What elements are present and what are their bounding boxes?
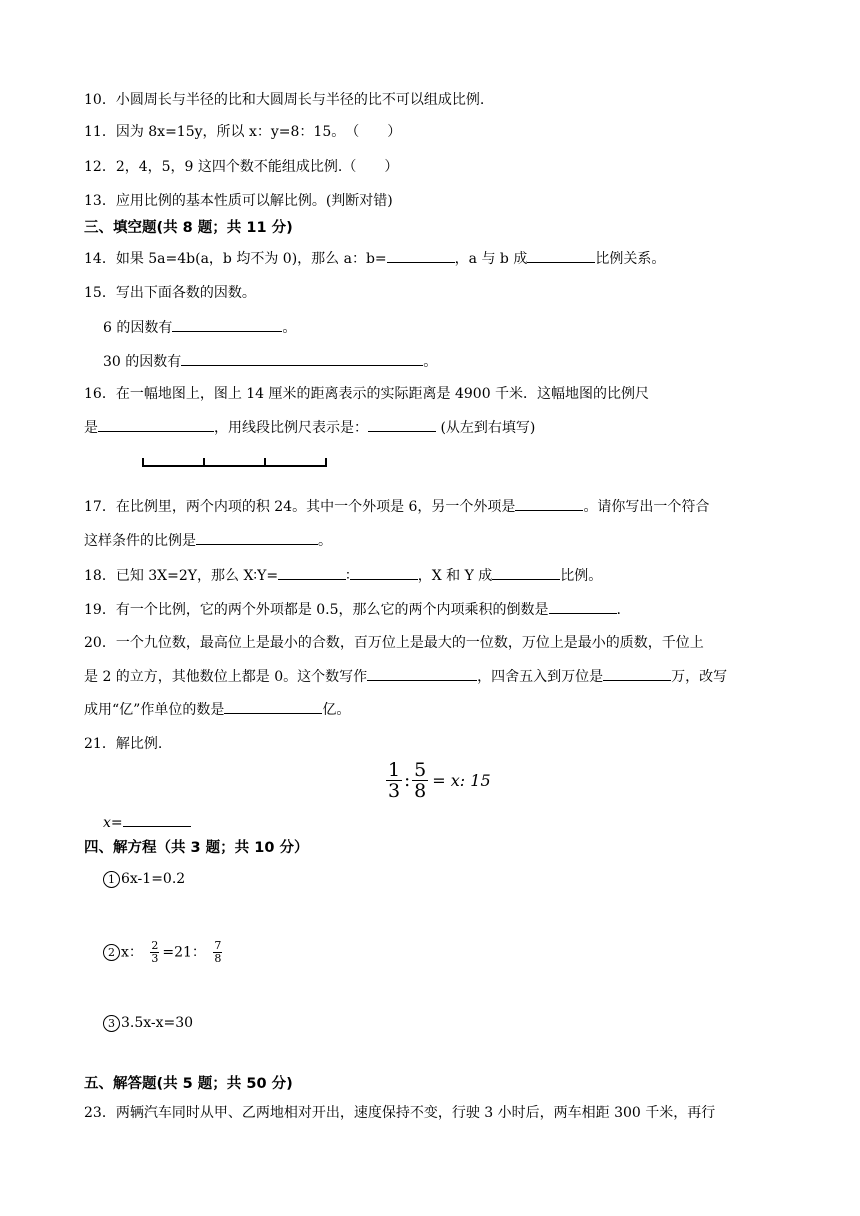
question-16-line-1: 16．在一幅地图上，图上 14 厘米的距离表示的实际距离是 4900 千米．这幅地图的比例尺 <box>84 386 650 402</box>
fraction: $\frac{7}{8}$ <box>214 939 222 965</box>
answer-blank[interactable] <box>181 351 423 366</box>
line-scale-bar <box>142 455 328 469</box>
section-4-heading: 四、解方程（共 3 题；共 10 分） <box>84 840 309 856</box>
question-14: 14．如果 5a=4b(a，b 均不为 0)，那么 a：b= ，a 与 b 成 比例关系。 <box>84 248 665 269</box>
circled-number: 2 <box>103 944 120 961</box>
question-20-line-1: 20．一个九位数，最高位上是最小的合数，百万位上是最大的一位数，万位上是最小的质数，千位上 <box>84 635 704 651</box>
question-16-line-2: 是 ，用线段比例尺表示是： (从左到右填写) <box>84 417 535 438</box>
equation-2: 2 x： $\frac{2}{3}$ =21： $\frac{7}{8}$ <box>103 940 225 965</box>
equation-3: 3 3.5x-x=30 <box>103 1013 193 1033</box>
question-15-line-1: 6 的因数有 。 <box>103 317 296 338</box>
answer-blank[interactable] <box>387 248 455 263</box>
proportion-expression: 1 3 : $\frac{5}{8}$ = x: 15 <box>388 759 491 802</box>
answer-blank[interactable] <box>278 565 346 580</box>
equation-1: 1 6x-1=0.2 <box>103 869 185 889</box>
question-10: 10．小圆周长与半径的比和大圆周长与半径的比不可以组成比例. <box>84 92 485 108</box>
circled-number: 3 <box>103 1015 120 1032</box>
question-18: 18．已知 3X=2Y，那么 X∶Y= ∶ ，X 和 Y 成 比例。 <box>84 565 602 586</box>
fraction: $\frac{2}{3}$ <box>151 939 159 965</box>
answer-blank[interactable] <box>196 530 318 545</box>
question-23: 23．两辆汽车同时从甲、乙两地相对开出，速度保持不变，行驶 3 小时后，两车相距 300 千米，再行 <box>84 1105 716 1121</box>
section-5-heading: 五、解答题(共 5 题；共 50 分) <box>84 1076 293 1092</box>
question-17-line-2: 这样条件的比例是 。 <box>84 530 332 551</box>
question-19: 19．有一个比例，它的两个外项都是 0.5，那么它的两个内项乘积的倒数是 . <box>84 599 621 620</box>
answer-blank[interactable] <box>367 666 477 681</box>
question-17-line-1: 17．在比例里，两个内项的积 24。其中一个外项是 6，另一个外项是 。请你写出一个符合 <box>84 496 709 517</box>
question-15-title: 15．写出下面各数的因数。 <box>84 285 256 301</box>
fraction: $\frac{5}{8}$ <box>414 759 427 802</box>
question-20-line-2: 是 2 的立方，其他数位上都是 0。这个数写作 ，四舍五入到万位是 万，改写 <box>84 666 727 687</box>
question-11: 11．因为 8x=15y，所以 x：y=8：15。 （ ） <box>84 124 402 140</box>
question-21-answer: x= <box>103 812 191 833</box>
answer-blank[interactable] <box>123 812 191 827</box>
answer-blank[interactable] <box>492 565 560 580</box>
circled-number: 1 <box>103 871 120 888</box>
question-15-line-2: 30 的因数有 。 <box>103 351 437 372</box>
question-20-line-3: 成用“亿”作单位的数是 亿。 <box>84 699 350 720</box>
answer-blank[interactable] <box>368 417 436 432</box>
fraction: 1 3 <box>388 759 401 802</box>
answer-blank[interactable] <box>527 248 595 263</box>
answer-blank[interactable] <box>172 317 282 332</box>
answer-blank[interactable] <box>603 666 671 681</box>
answer-blank[interactable] <box>515 496 583 511</box>
question-12: 12．2，4，5，9 这四个数不能组成比例.（ ） <box>84 159 399 175</box>
question-13: 13．应用比例的基本性质可以解比例。(判断对错) <box>84 193 393 209</box>
question-21-title: 21．解比例. <box>84 736 163 752</box>
answer-blank[interactable] <box>224 699 322 714</box>
answer-blank[interactable] <box>98 417 214 432</box>
answer-blank[interactable] <box>350 565 418 580</box>
answer-blank[interactable] <box>549 599 617 614</box>
section-3-heading: 三、填空题(共 8 题；共 11 分) <box>84 220 293 236</box>
